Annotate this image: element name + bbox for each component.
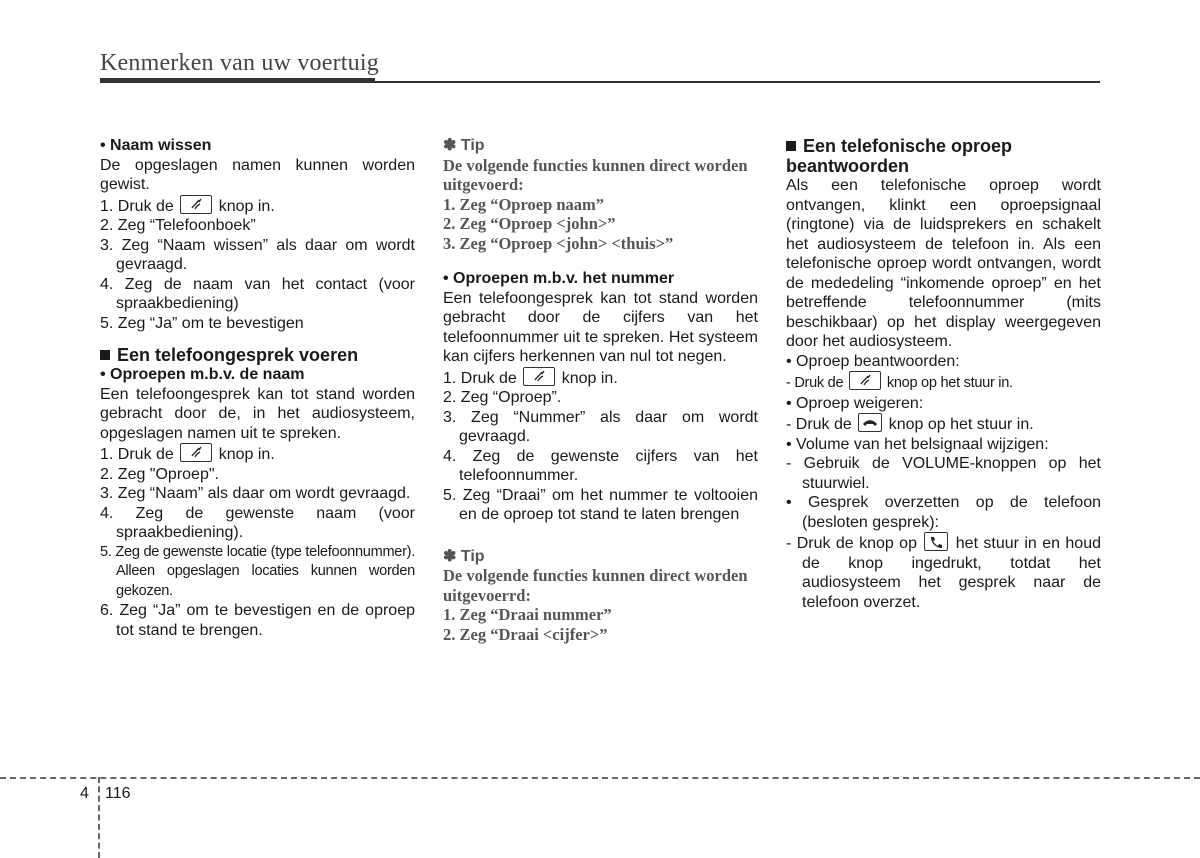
bullet: • Volume van het belsignaal wijzigen: [786, 435, 1049, 453]
section-heading-naam-wissen: • Naam wissen [100, 137, 212, 154]
subheading: • Oproepen m.b.v. het nummer [443, 270, 675, 287]
list-item: 4. Zeg de gewenste naam (voor spraakbediening). [100, 504, 415, 541]
list-item: 2. Zeg “Telefoonboek” [100, 217, 256, 234]
list-item: 6. Zeg “Ja” om te bevestigen en de oproep tot stand te brengen. [100, 602, 415, 639]
voice-talk-button-icon [180, 443, 212, 462]
list-item: 5. Zeg “Ja” om te bevestigen [100, 314, 304, 332]
sub-bullet: - Druk de knop op het stuur in en houd de knop ingedrukt, totdat het audiosysteem het gesprek naar de telefoon overzet. [786, 532, 1101, 612]
tip-item: 1. Zeg “Draai nummer” [443, 605, 612, 624]
chapter-number: 4 [80, 785, 89, 802]
paragraph: Als een telefonische oproep wordt ontvangen, klinkt een oproepsignaal (ringtone) via de luidsprekers en schakelt het audiosysteem de telefoon in. Als een telefonische oproep wordt ontvangen, wordt de mededeling “inkomende oproep” en het betreffende telefoonnummer (mits beschikbaar) op het display weergegeven door het audiosysteem. [786, 177, 1101, 350]
column-left [100, 136, 415, 640]
tip-item: 2. Zeg “Oproep <john>” [443, 214, 616, 233]
paragraph: De opgeslagen namen kunnen worden gewist. [100, 156, 415, 193]
list-item: 2. Zeg "Oproep". [100, 465, 219, 483]
list-item: 3. Zeg “Naam” als daar om wordt gevraagd. [100, 485, 411, 502]
list-item: 4. Zeg de gewenste cijfers van het telefoonnummer. [443, 447, 758, 484]
page-header-title: Kenmerken van uw voertuig [100, 50, 379, 76]
list-item: 3. Zeg “Nummer” als daar om wordt gevraagd. [443, 408, 758, 445]
list-item: 4. Zeg de naam van het contact (voor spraakbediening) [100, 275, 415, 312]
page-number: 116 [105, 785, 131, 802]
tip-item: 2. Zeg “Draai <cijfer>” [443, 624, 608, 644]
voice-talk-button-icon [180, 195, 212, 214]
tip-item: 3. Zeg “Oproep <john> <thuis>” [443, 233, 674, 253]
bullet: • Oproep beantwoorden: [786, 352, 960, 370]
subheading: • Oproepen m.b.v. de naam [100, 366, 305, 383]
hang-up-phone-icon [858, 413, 882, 432]
column-right [786, 136, 1101, 612]
tip-text: De volgende functies kunnen direct worden uitgevoerd: [443, 155, 748, 194]
bullet: • Gesprek overzetten op de telefoon (besloten gesprek): [786, 494, 1101, 531]
phone-handset-icon [924, 532, 948, 551]
section-heading: Een telefoongesprek voeren [100, 345, 415, 365]
paragraph: Een telefoongesprek kan tot stand worden gebracht door de cijfers van het telefoonnummer uit te spreken. Het systeem kan cijfers herkennen van nul tot negen. [443, 289, 758, 365]
tip-label: ✽ Tip [443, 547, 485, 565]
list-item: 5. Zeg “Draai” om het nummer te voltooien en de oproep tot stand te laten brengen [443, 486, 758, 523]
sub-bullet: - Druk de knop op het stuur in. [786, 413, 1101, 435]
column-middle [443, 136, 758, 644]
tip-text: De volgende functies kunnen direct worden uitgevoerrd: [443, 566, 748, 605]
list-item: 3. Zeg “Naam wissen” als daar om wordt gevraagd. [100, 236, 415, 273]
voice-talk-button-icon [849, 371, 881, 390]
paragraph: Een telefoongesprek kan tot stand worden gebracht door de, in het audiosysteem, opgeslagen namen uit te spreken. [100, 385, 415, 442]
footer-vertical-rule [98, 777, 100, 858]
list-item: 2. Zeg “Oproep”. [443, 389, 562, 406]
header-rule [100, 81, 1100, 83]
tip-item: 1. Zeg “Oproep naam” [443, 194, 605, 214]
list-item: 1. Druk de knop in. [100, 195, 415, 217]
bullet: • Oproep weigeren: [786, 394, 924, 412]
footer-rule [0, 777, 1200, 779]
tip-label: ✽ Tip [443, 137, 485, 154]
list-item: 1. Druk de knop in. [443, 367, 758, 389]
square-bullet-icon [786, 141, 796, 151]
sub-bullet: - Druk de knop op het stuur in. [786, 371, 1101, 394]
voice-talk-button-icon [523, 367, 555, 386]
square-bullet-icon [100, 350, 110, 360]
list-item: 5. Zeg de gewenste locatie (type telefoonnummer). Alleen opgeslagen locaties kunnen worden gekozen. [100, 543, 415, 599]
list-item: 1. Druk de knop in. [100, 443, 415, 465]
sub-bullet: - Gebruik de VOLUME-knoppen op het stuurwiel. [786, 455, 1101, 492]
section-heading: Een telefonische oproep beantwoorden [786, 136, 1013, 176]
